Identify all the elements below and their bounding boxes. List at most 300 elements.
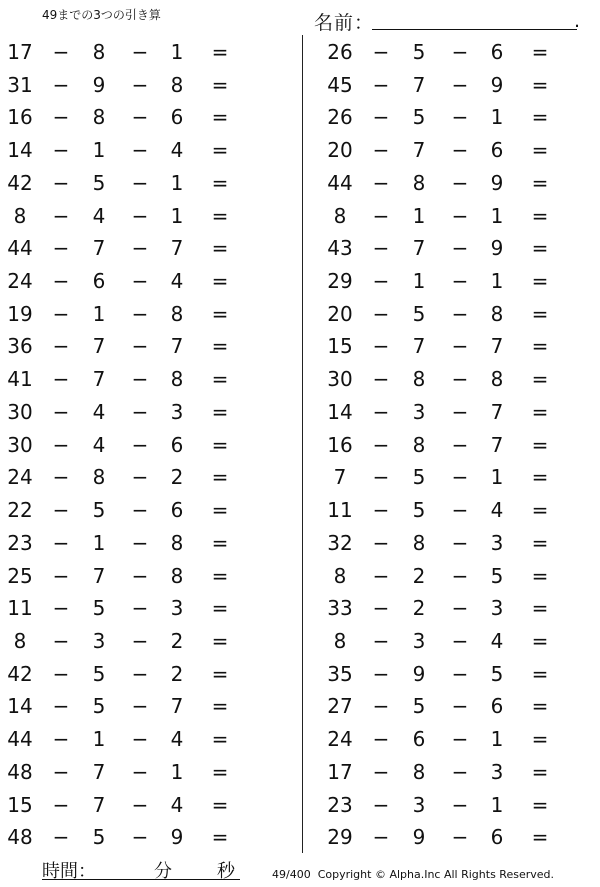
problem-row (320, 494, 580, 527)
first-number: 30 (7, 399, 33, 424)
third-number: 1 (490, 269, 504, 294)
third-number: 8 (170, 72, 184, 97)
minus-sign: − (451, 759, 469, 784)
equals-sign: = (531, 661, 549, 686)
third-number: 6 (170, 498, 184, 523)
second-number: 5 (92, 825, 106, 850)
first-number: 17 (327, 759, 353, 784)
first-number: 15 (7, 792, 33, 817)
second-number: 8 (412, 170, 426, 195)
second-number: 7 (412, 138, 426, 163)
problem-row (320, 167, 580, 200)
problem-row (0, 560, 260, 593)
third-number: 6 (490, 825, 504, 850)
problem-row (0, 461, 260, 494)
minus-sign: − (451, 432, 469, 457)
equals-sign: = (211, 269, 229, 294)
second-number: 3 (412, 792, 426, 817)
second-number: 5 (412, 694, 426, 719)
equals-sign: = (211, 170, 229, 195)
minus-sign: − (451, 465, 469, 490)
minus-sign: − (52, 530, 70, 555)
first-number: 15 (327, 334, 353, 359)
minus-sign: − (131, 825, 149, 850)
second-number: 5 (92, 596, 106, 621)
equals-sign: = (211, 628, 229, 653)
minus-sign: − (372, 661, 390, 686)
minus-sign: − (131, 563, 149, 588)
equals-sign: = (211, 72, 229, 97)
equals-sign: = (211, 563, 229, 588)
equals-sign: = (531, 759, 549, 784)
first-number: 32 (327, 530, 353, 555)
equals-sign: = (211, 301, 229, 326)
problem-row (0, 789, 260, 822)
equals-sign: = (531, 465, 549, 490)
first-number: 29 (327, 825, 353, 850)
minus-sign: − (131, 138, 149, 163)
second-number: 1 (92, 530, 106, 555)
first-number: 8 (333, 563, 347, 588)
minus-sign: − (451, 498, 469, 523)
third-number: 7 (490, 432, 504, 457)
problem-row (0, 232, 260, 265)
second-number: 7 (92, 759, 106, 784)
minus-sign: − (372, 563, 390, 588)
minus-sign: − (451, 694, 469, 719)
first-number: 11 (327, 498, 353, 523)
minus-sign: − (131, 40, 149, 64)
problem-row (320, 396, 580, 429)
problem-row (320, 200, 580, 233)
third-number: 6 (490, 40, 504, 64)
problem-row (0, 134, 260, 167)
first-number: 30 (7, 432, 33, 457)
first-number: 14 (7, 138, 33, 163)
problem-row (0, 527, 260, 560)
minus-sign: − (451, 367, 469, 392)
problem-row (0, 330, 260, 363)
minus-sign: − (372, 727, 390, 752)
problem-row (0, 396, 260, 429)
equals-sign: = (531, 367, 549, 392)
second-number: 5 (92, 498, 106, 523)
second-number: 7 (92, 334, 106, 359)
equals-sign: = (531, 72, 549, 97)
equals-sign: = (531, 301, 549, 326)
minus-sign: − (372, 596, 390, 621)
third-number: 6 (490, 138, 504, 163)
minus-sign: − (372, 759, 390, 784)
time-line[interactable] (42, 879, 240, 880)
minus-sign: − (52, 759, 70, 784)
problem-row (0, 723, 260, 756)
minus-sign: − (451, 727, 469, 752)
problem-row (0, 592, 260, 625)
worksheet-title: 49までの3つの引き算 (42, 8, 161, 22)
problem-row (0, 36, 260, 69)
third-number: 1 (170, 203, 184, 228)
problem-row (320, 232, 580, 265)
second-number: 4 (92, 203, 106, 228)
minus-sign: − (451, 399, 469, 424)
equals-sign: = (211, 105, 229, 130)
second-number: 8 (412, 530, 426, 555)
third-number: 4 (170, 792, 184, 817)
third-number: 5 (490, 563, 504, 588)
equals-sign: = (211, 236, 229, 261)
first-number: 44 (327, 170, 353, 195)
first-number: 43 (327, 236, 353, 261)
second-number: 5 (412, 301, 426, 326)
problem-row (320, 821, 580, 854)
minus-sign: − (52, 661, 70, 686)
problem-row (0, 429, 260, 462)
equals-sign: = (211, 138, 229, 163)
third-number: 2 (170, 661, 184, 686)
equals-sign: = (531, 236, 549, 261)
minus-sign: − (131, 269, 149, 294)
first-number: 24 (7, 269, 33, 294)
third-number: 4 (170, 138, 184, 163)
third-number: 5 (490, 661, 504, 686)
third-number: 9 (490, 170, 504, 195)
second-number: 5 (92, 661, 106, 686)
third-number: 9 (490, 236, 504, 261)
second-number: 7 (412, 236, 426, 261)
problem-row (0, 265, 260, 298)
minus-sign: − (52, 170, 70, 195)
right-problem-column (320, 36, 580, 854)
problem-row (320, 265, 580, 298)
third-number: 7 (490, 399, 504, 424)
minus-sign: − (372, 530, 390, 555)
second-number: 1 (92, 301, 106, 326)
third-number: 1 (490, 203, 504, 228)
minus-sign: − (131, 367, 149, 392)
second-number: 9 (412, 661, 426, 686)
problem-row (0, 494, 260, 527)
minus-sign: − (451, 170, 469, 195)
minus-sign: − (131, 596, 149, 621)
third-number: 4 (170, 269, 184, 294)
third-number: 1 (490, 792, 504, 817)
first-number: 48 (7, 825, 33, 850)
first-number: 41 (7, 367, 33, 392)
second-number: 8 (92, 40, 106, 64)
equals-sign: = (531, 40, 549, 64)
minus-sign: − (131, 399, 149, 424)
footer-info (272, 868, 554, 881)
third-number: 3 (490, 759, 504, 784)
first-number: 44 (7, 727, 33, 752)
third-number: 8 (170, 301, 184, 326)
problem-row (320, 134, 580, 167)
minus-sign: − (372, 269, 390, 294)
third-number: 4 (490, 498, 504, 523)
first-number: 30 (327, 367, 353, 392)
second-number: 1 (92, 727, 106, 752)
third-number: 7 (170, 236, 184, 261)
first-number: 31 (7, 72, 33, 97)
problem-row (320, 101, 580, 134)
minus-sign: − (372, 628, 390, 653)
first-number: 16 (7, 105, 33, 130)
equals-sign: = (531, 399, 549, 424)
third-number: 4 (490, 628, 504, 653)
minus-sign: − (52, 236, 70, 261)
second-number: 6 (412, 727, 426, 752)
second-number: 3 (412, 628, 426, 653)
problem-row (0, 101, 260, 134)
first-number: 16 (327, 432, 353, 457)
minus-sign: − (52, 563, 70, 588)
first-number: 17 (7, 40, 33, 64)
minus-sign: − (372, 399, 390, 424)
minus-sign: − (52, 269, 70, 294)
first-number: 29 (327, 269, 353, 294)
minus-sign: − (131, 628, 149, 653)
page-number: 49/400 (272, 868, 311, 881)
second-number: 5 (412, 465, 426, 490)
first-number: 35 (327, 661, 353, 686)
minus-sign: − (451, 628, 469, 653)
second-number: 1 (412, 269, 426, 294)
second-number: 8 (92, 105, 106, 130)
minus-sign: − (131, 792, 149, 817)
minus-sign: − (52, 301, 70, 326)
second-number: 4 (92, 432, 106, 457)
problem-row (320, 461, 580, 494)
problem-row (320, 756, 580, 789)
third-number: 7 (490, 334, 504, 359)
minus-sign: − (52, 628, 70, 653)
minus-sign: − (451, 105, 469, 130)
minus-sign: − (52, 694, 70, 719)
first-number: 27 (327, 694, 353, 719)
minus-sign: − (451, 40, 469, 64)
first-number: 44 (7, 236, 33, 261)
third-number: 2 (170, 628, 184, 653)
second-number: 7 (92, 792, 106, 817)
first-number: 23 (327, 792, 353, 817)
third-number: 3 (170, 399, 184, 424)
equals-sign: = (531, 727, 549, 752)
second-number: 5 (92, 170, 106, 195)
minus-sign: − (372, 334, 390, 359)
minus-sign: − (52, 72, 70, 97)
third-number: 8 (490, 367, 504, 392)
minus-sign: − (372, 825, 390, 850)
minus-sign: − (52, 727, 70, 752)
equals-sign: = (531, 203, 549, 228)
second-number: 7 (412, 334, 426, 359)
time-label: 時間： (42, 861, 96, 882)
minus-sign: − (372, 432, 390, 457)
minus-sign: − (451, 792, 469, 817)
first-number: 8 (13, 203, 27, 228)
minus-sign: − (372, 792, 390, 817)
problem-row (320, 560, 580, 593)
equals-sign: = (211, 759, 229, 784)
minus-sign: − (131, 465, 149, 490)
minus-sign: − (131, 105, 149, 130)
minus-sign: − (451, 530, 469, 555)
minus-sign: − (372, 138, 390, 163)
problem-row (0, 756, 260, 789)
second-number: 8 (412, 759, 426, 784)
second-number: 8 (92, 465, 106, 490)
second-number: 3 (412, 399, 426, 424)
equals-sign: = (531, 334, 549, 359)
minus-sign: − (52, 105, 70, 130)
third-number: 2 (170, 465, 184, 490)
first-number: 11 (7, 596, 33, 621)
equals-sign: = (211, 367, 229, 392)
minus-sign: − (131, 727, 149, 752)
equals-sign: = (531, 432, 549, 457)
first-number: 26 (327, 105, 353, 130)
copyright: Copyright © Alpha.Inc All Rights Reserved. (317, 868, 554, 881)
first-number: 24 (7, 465, 33, 490)
minus-sign: − (451, 661, 469, 686)
minus-sign: − (131, 694, 149, 719)
equals-sign: = (531, 170, 549, 195)
second-number: 8 (412, 367, 426, 392)
first-number: 8 (333, 203, 347, 228)
problem-row (320, 527, 580, 560)
name-label: 名前： (314, 12, 375, 34)
equals-sign: = (531, 792, 549, 817)
equals-sign: = (211, 40, 229, 64)
third-number: 8 (170, 563, 184, 588)
third-number: 3 (490, 530, 504, 555)
third-number: 1 (490, 727, 504, 752)
first-number: 48 (7, 759, 33, 784)
equals-sign: = (531, 628, 549, 653)
equals-sign: = (211, 596, 229, 621)
third-number: 3 (490, 596, 504, 621)
third-number: 7 (170, 694, 184, 719)
equals-sign: = (211, 694, 229, 719)
equals-sign: = (531, 138, 549, 163)
first-number: 33 (327, 596, 353, 621)
second-number: 8 (412, 432, 426, 457)
first-number: 36 (7, 334, 33, 359)
second-number: 1 (92, 138, 106, 163)
first-number: 20 (327, 301, 353, 326)
equals-sign: = (211, 661, 229, 686)
first-number: 24 (327, 727, 353, 752)
minutes-label: 分 (154, 861, 172, 882)
second-number: 2 (412, 596, 426, 621)
third-number: 4 (170, 727, 184, 752)
problem-row (0, 298, 260, 331)
second-number: 7 (92, 367, 106, 392)
second-number: 7 (412, 72, 426, 97)
problem-row (0, 167, 260, 200)
second-number: 9 (92, 72, 106, 97)
minus-sign: − (52, 465, 70, 490)
first-number: 19 (7, 301, 33, 326)
problem-row (0, 690, 260, 723)
minus-sign: − (451, 203, 469, 228)
first-number: 8 (13, 628, 27, 653)
minus-sign: − (52, 40, 70, 64)
equals-sign: = (211, 203, 229, 228)
problem-row (320, 429, 580, 462)
problem-row (320, 592, 580, 625)
column-divider (302, 35, 303, 853)
second-number: 3 (92, 628, 106, 653)
third-number: 8 (170, 367, 184, 392)
minus-sign: − (372, 72, 390, 97)
third-number: 6 (490, 694, 504, 719)
equals-sign: = (211, 399, 229, 424)
second-number: 5 (412, 498, 426, 523)
second-number: 5 (412, 40, 426, 64)
problem-row (320, 789, 580, 822)
minus-sign: − (451, 563, 469, 588)
second-number: 1 (412, 203, 426, 228)
equals-sign: = (211, 432, 229, 457)
minus-sign: − (131, 72, 149, 97)
equals-sign: = (531, 563, 549, 588)
minus-sign: − (52, 792, 70, 817)
equals-sign: = (531, 105, 549, 130)
minus-sign: − (372, 170, 390, 195)
first-number: 7 (333, 465, 347, 490)
equals-sign: = (211, 334, 229, 359)
first-number: 23 (7, 530, 33, 555)
problem-row (320, 363, 580, 396)
minus-sign: − (451, 334, 469, 359)
minus-sign: − (372, 203, 390, 228)
minus-sign: − (131, 759, 149, 784)
minus-sign: − (372, 694, 390, 719)
equals-sign: = (211, 498, 229, 523)
minus-sign: − (52, 825, 70, 850)
first-number: 45 (327, 72, 353, 97)
name-line[interactable] (372, 29, 577, 30)
first-number: 14 (327, 399, 353, 424)
problem-row (0, 658, 260, 691)
minus-sign: − (131, 432, 149, 457)
minus-sign: − (451, 825, 469, 850)
minus-sign: − (131, 236, 149, 261)
equals-sign: = (531, 269, 549, 294)
problem-row (320, 690, 580, 723)
third-number: 8 (170, 530, 184, 555)
third-number: 9 (170, 825, 184, 850)
minus-sign: − (372, 367, 390, 392)
problem-row (0, 821, 260, 854)
equals-sign: = (211, 792, 229, 817)
second-number: 7 (92, 236, 106, 261)
first-number: 42 (7, 170, 33, 195)
problem-row (0, 69, 260, 102)
minus-sign: − (52, 334, 70, 359)
minus-sign: − (52, 432, 70, 457)
left-problem-column (0, 36, 260, 854)
minus-sign: − (451, 236, 469, 261)
minus-sign: − (52, 203, 70, 228)
second-number: 6 (92, 269, 106, 294)
minus-sign: − (131, 498, 149, 523)
second-number: 5 (92, 694, 106, 719)
name-end-dot: . (574, 10, 581, 32)
second-number: 5 (412, 105, 426, 130)
